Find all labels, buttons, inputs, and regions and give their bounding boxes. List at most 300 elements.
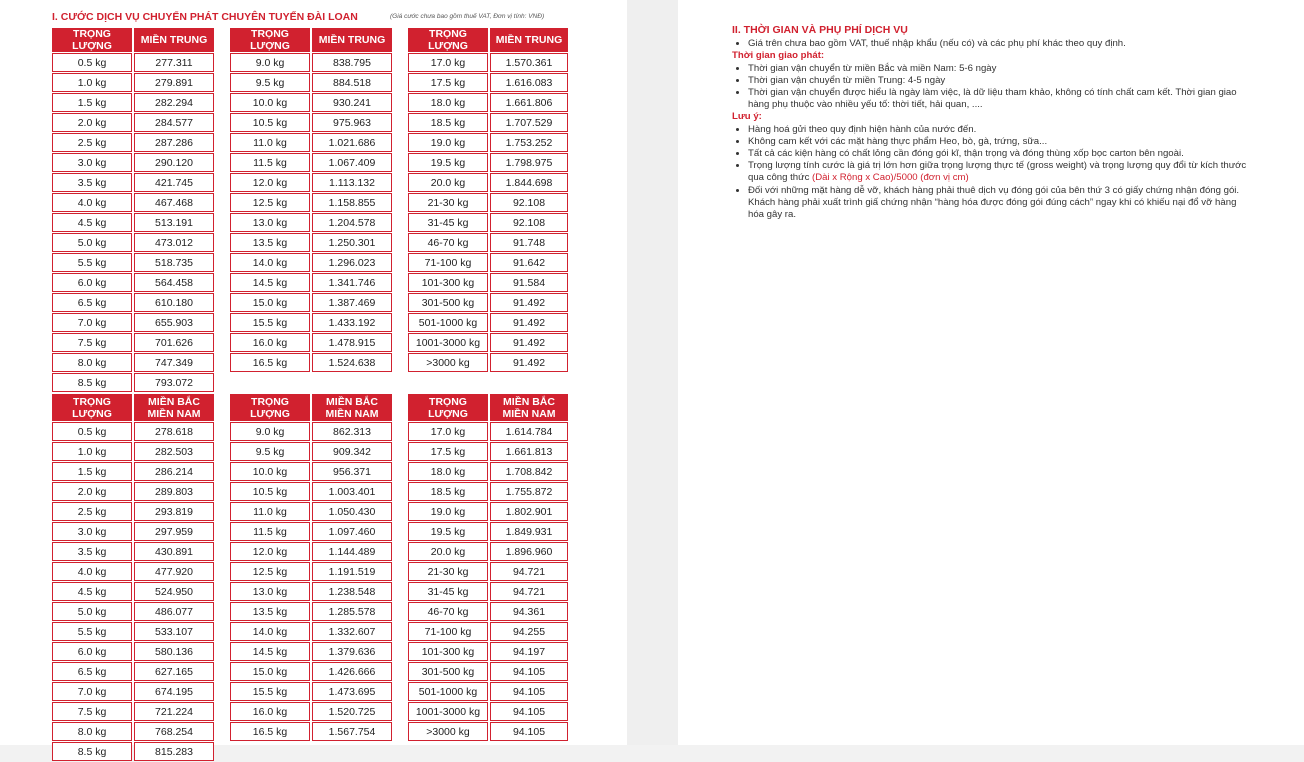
price-cell: 1.708.842 [490,462,568,481]
header-weight: TRỌNG LƯỢNG [230,28,310,52]
weight-cell: 6.5 kg [52,293,132,312]
weight-cell: 18.0 kg [408,93,488,112]
table-row [52,542,214,561]
note-item-weight [748,160,1252,184]
delivery-list [732,63,1252,112]
weight-cell: 11.0 kg [230,133,310,152]
price-cell: 94.105 [490,682,568,701]
delivery-item: • Thời gian vận chuyển từ miền Trung: 4-5 ngày [748,75,1252,87]
table-row [52,73,214,92]
table-row [230,562,392,581]
table-row [52,93,214,112]
weight-cell: 501-1000 kg [408,313,488,332]
weight-cell: 101-300 kg [408,273,488,292]
weight-cell: 3.5 kg [52,173,132,192]
weight-cell: 5.0 kg [52,233,132,252]
table-row [230,213,392,232]
price-cell: 91.492 [490,333,568,352]
weight-formula: (Dài x Rộng x Cao)/5000 (đơn vị cm) [812,172,969,184]
table-row [408,273,568,292]
price-cell: 278.618 [134,422,214,441]
header-north: MIỀN BẮC [326,395,378,408]
header-price-northsouth [490,394,568,421]
weight-cell: 1001-3000 kg [408,333,488,352]
price-cell: 94.361 [490,602,568,621]
weight-cell: 5.5 kg [52,622,132,641]
price-cell: 513.191 [134,213,214,232]
table-row [230,462,392,481]
note-item: • Tất cả các kiện hàng có chất lỏng cần đóng gói kĩ, thận trọng và đóng thùng xốp bọc carton bên ngoài. [748,148,1252,160]
central-rate-table-1 [50,27,216,393]
table-row [230,682,392,701]
price-cell: 290.120 [134,153,214,172]
table-row [230,73,392,92]
weight-cell: 19.5 kg [408,522,488,541]
weight-cell: 5.5 kg [52,253,132,272]
header-weight: TRỌNG LƯỢNG [408,394,488,421]
table-row [52,682,214,701]
table-row [408,502,568,521]
price-cell: 655.903 [134,313,214,332]
table-row [408,682,568,701]
table-row [52,313,214,332]
note-item: • Không cam kết với các mặt hàng thực phẩm Heo, bò, gà, trứng, sữa... [748,136,1252,148]
weight-cell: 7.0 kg [52,682,132,701]
table-row [408,173,568,192]
price-cell: 1.113.132 [312,173,392,192]
weight-cell: 1.0 kg [52,442,132,461]
weight-cell: 19.5 kg [408,153,488,172]
header-south: MIỀN NAM [147,407,201,420]
table-row [52,422,214,441]
weight-cell: 15.0 kg [230,293,310,312]
table-row [52,253,214,272]
weight-cell: 19.0 kg [408,133,488,152]
table-row [230,353,392,372]
price-cell: 284.577 [134,113,214,132]
weight-cell: 18.5 kg [408,113,488,132]
table-row [52,722,214,741]
price-cell: 297.959 [134,522,214,541]
table-row [52,153,214,172]
price-cell: 91.492 [490,353,568,372]
price-cell: 1.570.361 [490,53,568,72]
weight-cell: 46-70 kg [408,233,488,252]
price-cell: 1.426.666 [312,662,392,681]
weight-cell: 6.5 kg [52,662,132,681]
table-row [52,442,214,461]
table-row [230,482,392,501]
table-row [408,642,568,661]
weight-cell: 8.5 kg [52,373,132,392]
weight-cell: 12.0 kg [230,542,310,561]
price-cell: 286.214 [134,462,214,481]
table-row [408,522,568,541]
weight-cell: 1.0 kg [52,73,132,92]
weight-cell: 4.5 kg [52,213,132,232]
weight-cell: 2.0 kg [52,482,132,501]
northsouth-rate-table-3 [406,393,570,742]
weight-cell: 18.0 kg [408,462,488,481]
price-cell: 293.819 [134,502,214,521]
weight-cell: 3.5 kg [52,542,132,561]
table-row [408,562,568,581]
weight-cell: 4.0 kg [52,562,132,581]
price-cell: 1.238.548 [312,582,392,601]
price-cell: 91.584 [490,273,568,292]
table-row [408,702,568,721]
price-cell: 1.379.636 [312,642,392,661]
price-cell: 1.433.192 [312,313,392,332]
weight-cell: >3000 kg [408,353,488,372]
weight-cell: 16.0 kg [230,333,310,352]
weight-cell: 15.0 kg [230,662,310,681]
notes-heading: Lưu ý: [732,111,762,123]
table-row [52,53,214,72]
weight-cell: 17.0 kg [408,53,488,72]
table-row [230,722,392,741]
table-row [408,542,568,561]
price-cell: 282.294 [134,93,214,112]
table-row [408,53,568,72]
table-row [52,522,214,541]
weight-note-text: Trọng lượng tính cước là giá trị lớn hơn giữa trọng lượng thực tế (gross weight) và trọng lượng quy đổi từ kích thước qua công thức [748,160,1247,184]
header-price-northsouth [134,394,214,421]
price-cell: 1.296.023 [312,253,392,272]
note-item-fragile: • Đối với những mặt hàng dễ vỡ, khách hàng phải thuê dịch vụ đóng gói của bên thứ 3 có giấy chứng nhận đóng gói. Khách hàng phải xuất trình giấ chứng nhận “hàng hóa được đóng gói đúng cách” ngay khi có khiếu nại đổ vỡ hàng hóa gây ra. [748,185,1252,222]
table-row [408,113,568,132]
table-row [408,93,568,112]
weight-cell: 17.5 kg [408,442,488,461]
price-cell: 1.204.578 [312,213,392,232]
weight-cell: 101-300 kg [408,642,488,661]
price-cell: 1.567.754 [312,722,392,741]
weight-cell: 16.0 kg [230,702,310,721]
price-cell: 564.458 [134,273,214,292]
intro-list [732,38,1252,50]
table-row [230,502,392,521]
weight-cell: 31-45 kg [408,582,488,601]
table-row [52,462,214,481]
price-cell: 1.616.083 [490,73,568,92]
table-row [230,313,392,332]
weight-cell: 15.5 kg [230,313,310,332]
weight-cell: 4.5 kg [52,582,132,601]
delivery-item: • Thời gian vận chuyển được hiểu là ngày làm việc, là dữ liệu tham khảo, không có tính chất cam kết. Thời gian giao hàng phụ thuộc vào nhiều yếu tố: thời tiết, hải quan, .... [748,87,1252,111]
header-north: MIỀN BẮC [503,395,555,408]
table-row [230,293,392,312]
weight-cell: 301-500 kg [408,662,488,681]
weight-cell: 301-500 kg [408,293,488,312]
price-cell: 94.721 [490,582,568,601]
price-cell: 1.661.806 [490,93,568,112]
price-cell: 1.341.746 [312,273,392,292]
table-row [408,233,568,252]
weight-cell: 46-70 kg [408,602,488,621]
price-cell: 1.798.975 [490,153,568,172]
price-cell: 91.492 [490,313,568,332]
header-weight: TRỌNG LƯỢNG [408,28,488,52]
price-cell: 930.241 [312,93,392,112]
header-weight: TRỌNG LƯỢNG [230,394,310,421]
intro-item: • Giá trên chưa bao gồm VAT, thuế nhập khẩu (nếu có) và các phụ phí khác theo quy định. [748,38,1252,50]
price-cell: 289.803 [134,482,214,501]
price-cell: 1.753.252 [490,133,568,152]
table-row [52,702,214,721]
weight-cell: 71-100 kg [408,253,488,272]
weight-cell: 16.5 kg [230,353,310,372]
price-cell: 94.105 [490,702,568,721]
table-row [408,313,568,332]
weight-cell: 12.0 kg [230,173,310,192]
price-cell: 1.478.915 [312,333,392,352]
weight-cell: 11.5 kg [230,153,310,172]
table-row [52,662,214,681]
price-cell: 477.920 [134,562,214,581]
weight-cell: 9.5 kg [230,73,310,92]
table-row [230,193,392,212]
northsouth-rate-table-1 [50,393,216,762]
weight-cell: 17.5 kg [408,73,488,92]
rates-note: (Giá cước chưa bao gồm thuế VAT, Đơn vị tính: VNĐ) [390,13,545,20]
weight-cell: 1001-3000 kg [408,702,488,721]
table-row [52,193,214,212]
header-south: MIỀN NAM [325,407,379,420]
price-cell: 94.197 [490,642,568,661]
table-row [52,622,214,641]
price-cell: 473.012 [134,233,214,252]
price-cell: 277.311 [134,53,214,72]
price-cell: 838.795 [312,53,392,72]
weight-cell: 14.5 kg [230,273,310,292]
header-price-central: MIỀN TRUNG [134,28,214,52]
table-row [408,133,568,152]
weight-cell: 13.5 kg [230,233,310,252]
weight-cell: 5.0 kg [52,602,132,621]
table-row [230,582,392,601]
price-cell: 580.136 [134,642,214,661]
price-cell: 1.614.784 [490,422,568,441]
price-cell: 92.108 [490,213,568,232]
weight-cell: >3000 kg [408,722,488,741]
price-cell: 1.158.855 [312,193,392,212]
table-row [408,602,568,621]
service-terms [732,24,1252,221]
weight-cell: 21-30 kg [408,193,488,212]
weight-cell: 6.0 kg [52,642,132,661]
price-cell: 94.255 [490,622,568,641]
price-cell: 815.283 [134,742,214,761]
price-cell: 674.195 [134,682,214,701]
central-rate-table-3 [406,27,570,373]
weight-cell: 19.0 kg [408,502,488,521]
price-cell: 956.371 [312,462,392,481]
price-cell: 91.642 [490,253,568,272]
weight-cell: 13.0 kg [230,213,310,232]
weight-cell: 10.0 kg [230,462,310,481]
price-cell: 975.963 [312,113,392,132]
price-cell: 1.097.460 [312,522,392,541]
weight-cell: 71-100 kg [408,622,488,641]
table-row [52,333,214,352]
weight-cell: 2.0 kg [52,113,132,132]
table-row [52,562,214,581]
price-cell: 1.707.529 [490,113,568,132]
table-row [52,582,214,601]
price-cell: 91.492 [490,293,568,312]
weight-cell: 18.5 kg [408,482,488,501]
price-cell: 1.387.469 [312,293,392,312]
page-gutter [627,0,678,745]
price-cell: 1.524.638 [312,353,392,372]
delivery-item: • Thời gian vận chuyển từ miền Bắc và miền Nam: 5-6 ngày [748,63,1252,75]
table-row [52,293,214,312]
table-row [408,722,568,741]
table-row [230,53,392,72]
table-row [230,253,392,272]
weight-cell: 12.5 kg [230,193,310,212]
delivery-heading: Thời gian giao phát: [732,50,825,62]
table-row [230,662,392,681]
weight-cell: 11.0 kg [230,502,310,521]
table-row [230,622,392,641]
price-cell: 768.254 [134,722,214,741]
table-row [230,153,392,172]
table-row [52,173,214,192]
price-cell: 1.144.489 [312,542,392,561]
weight-cell: 14.5 kg [230,642,310,661]
price-cell: 1.050.430 [312,502,392,521]
weight-cell: 8.5 kg [52,742,132,761]
weight-cell: 12.5 kg [230,562,310,581]
table-row [52,373,214,392]
section-title-terms: II. THỜI GIAN VÀ PHỤ PHÍ DỊCH VỤ [732,24,908,36]
price-cell: 1.755.872 [490,482,568,501]
price-cell: 1.285.578 [312,602,392,621]
table-row [230,422,392,441]
table-row [408,462,568,481]
table-row [230,113,392,132]
table-row [408,622,568,641]
price-cell: 1.191.519 [312,562,392,581]
price-cell: 94.105 [490,662,568,681]
table-row [408,582,568,601]
weight-cell: 6.0 kg [52,273,132,292]
header-price-central: MIỀN TRUNG [312,28,392,52]
weight-cell: 0.5 kg [52,422,132,441]
table-row [230,93,392,112]
weight-cell: 9.0 kg [230,53,310,72]
price-cell: 909.342 [312,442,392,461]
table-row [408,153,568,172]
price-cell: 94.721 [490,562,568,581]
table-row [230,602,392,621]
price-cell: 1.250.301 [312,233,392,252]
weight-cell: 16.5 kg [230,722,310,741]
price-cell: 282.503 [134,442,214,461]
price-cell: 486.077 [134,602,214,621]
notes-list [732,124,1252,222]
table-row [52,502,214,521]
price-cell: 793.072 [134,373,214,392]
price-cell: 279.891 [134,73,214,92]
table-row [52,113,214,132]
table-row [408,482,568,501]
weight-cell: 4.0 kg [52,193,132,212]
price-cell: 94.105 [490,722,568,741]
price-cell: 610.180 [134,293,214,312]
table-row [52,482,214,501]
header-north: MIỀN BẮC [148,395,200,408]
price-cell: 884.518 [312,73,392,92]
table-row [52,233,214,252]
header-south: MIỀN NAM [502,407,556,420]
table-row [230,702,392,721]
price-cell: 1.849.931 [490,522,568,541]
table-row [408,253,568,272]
weight-cell: 10.0 kg [230,93,310,112]
weight-cell: 11.5 kg [230,522,310,541]
price-cell: 533.107 [134,622,214,641]
table-row [230,233,392,252]
table-row [230,333,392,352]
price-cell: 467.468 [134,193,214,212]
price-cell: 430.891 [134,542,214,561]
price-cell: 1.520.725 [312,702,392,721]
price-cell: 701.626 [134,333,214,352]
table-row [230,442,392,461]
table-row [230,133,392,152]
weight-cell: 501-1000 kg [408,682,488,701]
weight-cell: 8.0 kg [52,722,132,741]
price-cell: 1.661.813 [490,442,568,461]
table-row [52,602,214,621]
price-cell: 1.067.409 [312,153,392,172]
weight-cell: 9.0 kg [230,422,310,441]
table-row [52,133,214,152]
weight-cell: 13.5 kg [230,602,310,621]
weight-cell: 20.0 kg [408,542,488,561]
table-row [52,213,214,232]
header-weight: TRỌNG LƯỢNG [52,394,132,421]
price-cell: 287.286 [134,133,214,152]
table-row [408,73,568,92]
weight-cell: 14.0 kg [230,622,310,641]
price-cell: 1.896.960 [490,542,568,561]
table-row [230,273,392,292]
section-title-rates: I. CƯỚC DỊCH VỤ CHUYỂN PHÁT CHUYÊN TUYẾN ĐÀI LOAN [52,11,358,23]
weight-cell: 7.0 kg [52,313,132,332]
price-cell: 1.003.401 [312,482,392,501]
table-row [408,353,568,372]
table-row [230,542,392,561]
weight-cell: 14.0 kg [230,253,310,272]
price-cell: 1.473.695 [312,682,392,701]
weight-cell: 0.5 kg [52,53,132,72]
table-row [408,293,568,312]
table-row [52,642,214,661]
price-cell: 518.735 [134,253,214,272]
weight-cell: 31-45 kg [408,213,488,232]
central-rate-table-2 [228,27,394,373]
price-cell: 1.844.698 [490,173,568,192]
header-price-central: MIỀN TRUNG [490,28,568,52]
weight-cell: 7.5 kg [52,333,132,352]
weight-cell: 10.5 kg [230,113,310,132]
price-cell: 627.165 [134,662,214,681]
weight-cell: 15.5 kg [230,682,310,701]
weight-cell: 10.5 kg [230,482,310,501]
